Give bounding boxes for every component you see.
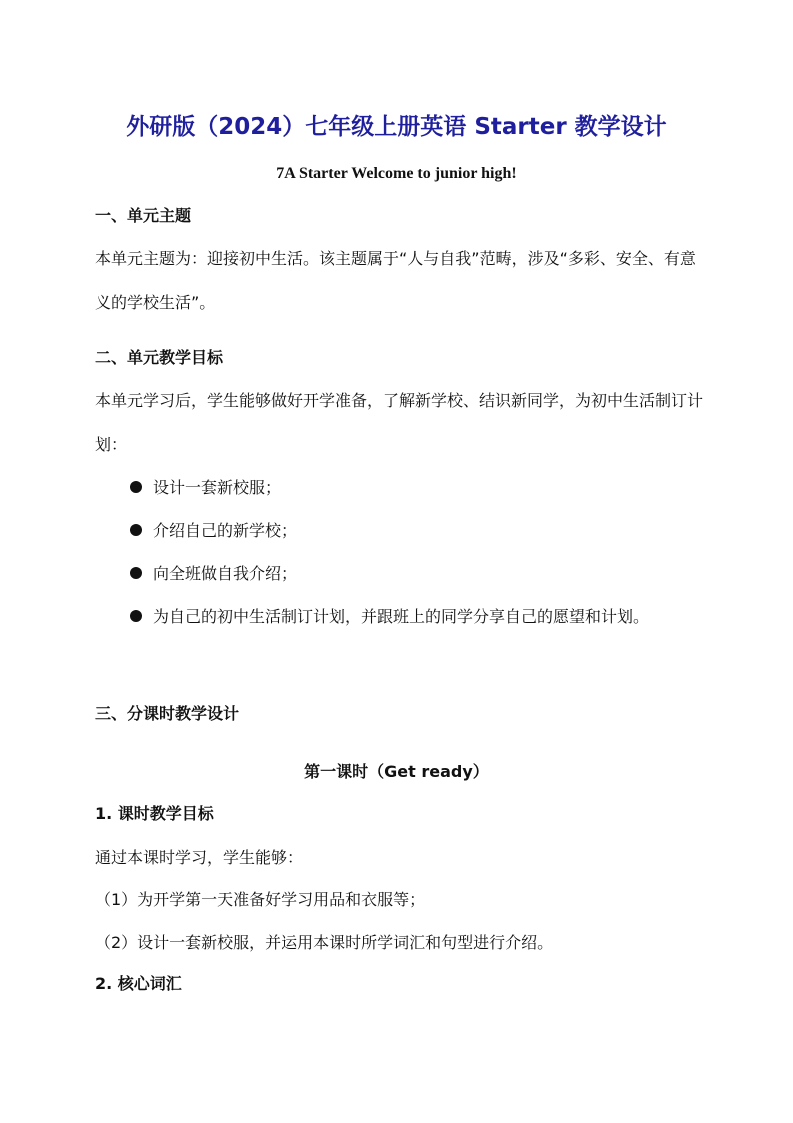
objective-bullet-item	[130, 552, 710, 596]
objective-bullet-text: 为自己的初中生活制订计划，并跟班上的同学分享自己的愿望和计划。	[153, 607, 650, 626]
objective-bullet-item	[130, 509, 710, 553]
bullet-dot-icon	[130, 567, 142, 579]
bullet-dot-icon	[130, 610, 142, 622]
lesson-objective-item: （2）设计一套新校服，并运用本课时所学词汇和句型进行介绍。	[95, 933, 554, 952]
subheading-lesson-objectives: 1. 课时教学目标	[95, 804, 214, 823]
objective-bullet-text: 设计一套新校服；	[153, 478, 282, 497]
bullet-dot-icon	[130, 524, 142, 536]
objective-bullet-text: 向全班做自我介绍；	[153, 564, 298, 583]
lesson-intro-text: 通过本课时学习，学生能够：	[95, 848, 304, 867]
document-title: 外研版（2024）七年级上册英语 Starter 教学设计	[126, 114, 667, 140]
bullet-dot-icon	[130, 481, 142, 493]
document-subtitle: 7A Starter Welcome to junior high!	[276, 165, 517, 182]
section-heading-lesson-design: 三、分课时教学设计	[95, 704, 240, 723]
unit-objectives-paragraph: 本单元学习后，学生能够做好开学准备，了解新学校、结识新同学，为初中生活制订计划：	[95, 391, 704, 454]
section-heading-unit-objectives: 二、单元教学目标	[95, 348, 224, 367]
objective-bullet-item	[130, 595, 710, 639]
lesson-title: 第一课时（Get ready）	[304, 762, 489, 781]
lesson-objective-item: （1）为开学第一天准备好学习用品和衣服等；	[95, 890, 426, 909]
unit-theme-paragraph: 本单元主题为：迎接初中生活。该主题属于“人与自我”范畴，涉及“多彩、安全、有意义的学校生活”。	[95, 249, 696, 312]
objective-bullet-item	[130, 466, 710, 510]
section-heading-unit-theme: 一、单元主题	[95, 206, 192, 225]
objective-bullet-text: 介绍自己的新学校；	[153, 521, 298, 540]
subheading-core-vocabulary: 2. 核心词汇	[95, 974, 182, 993]
